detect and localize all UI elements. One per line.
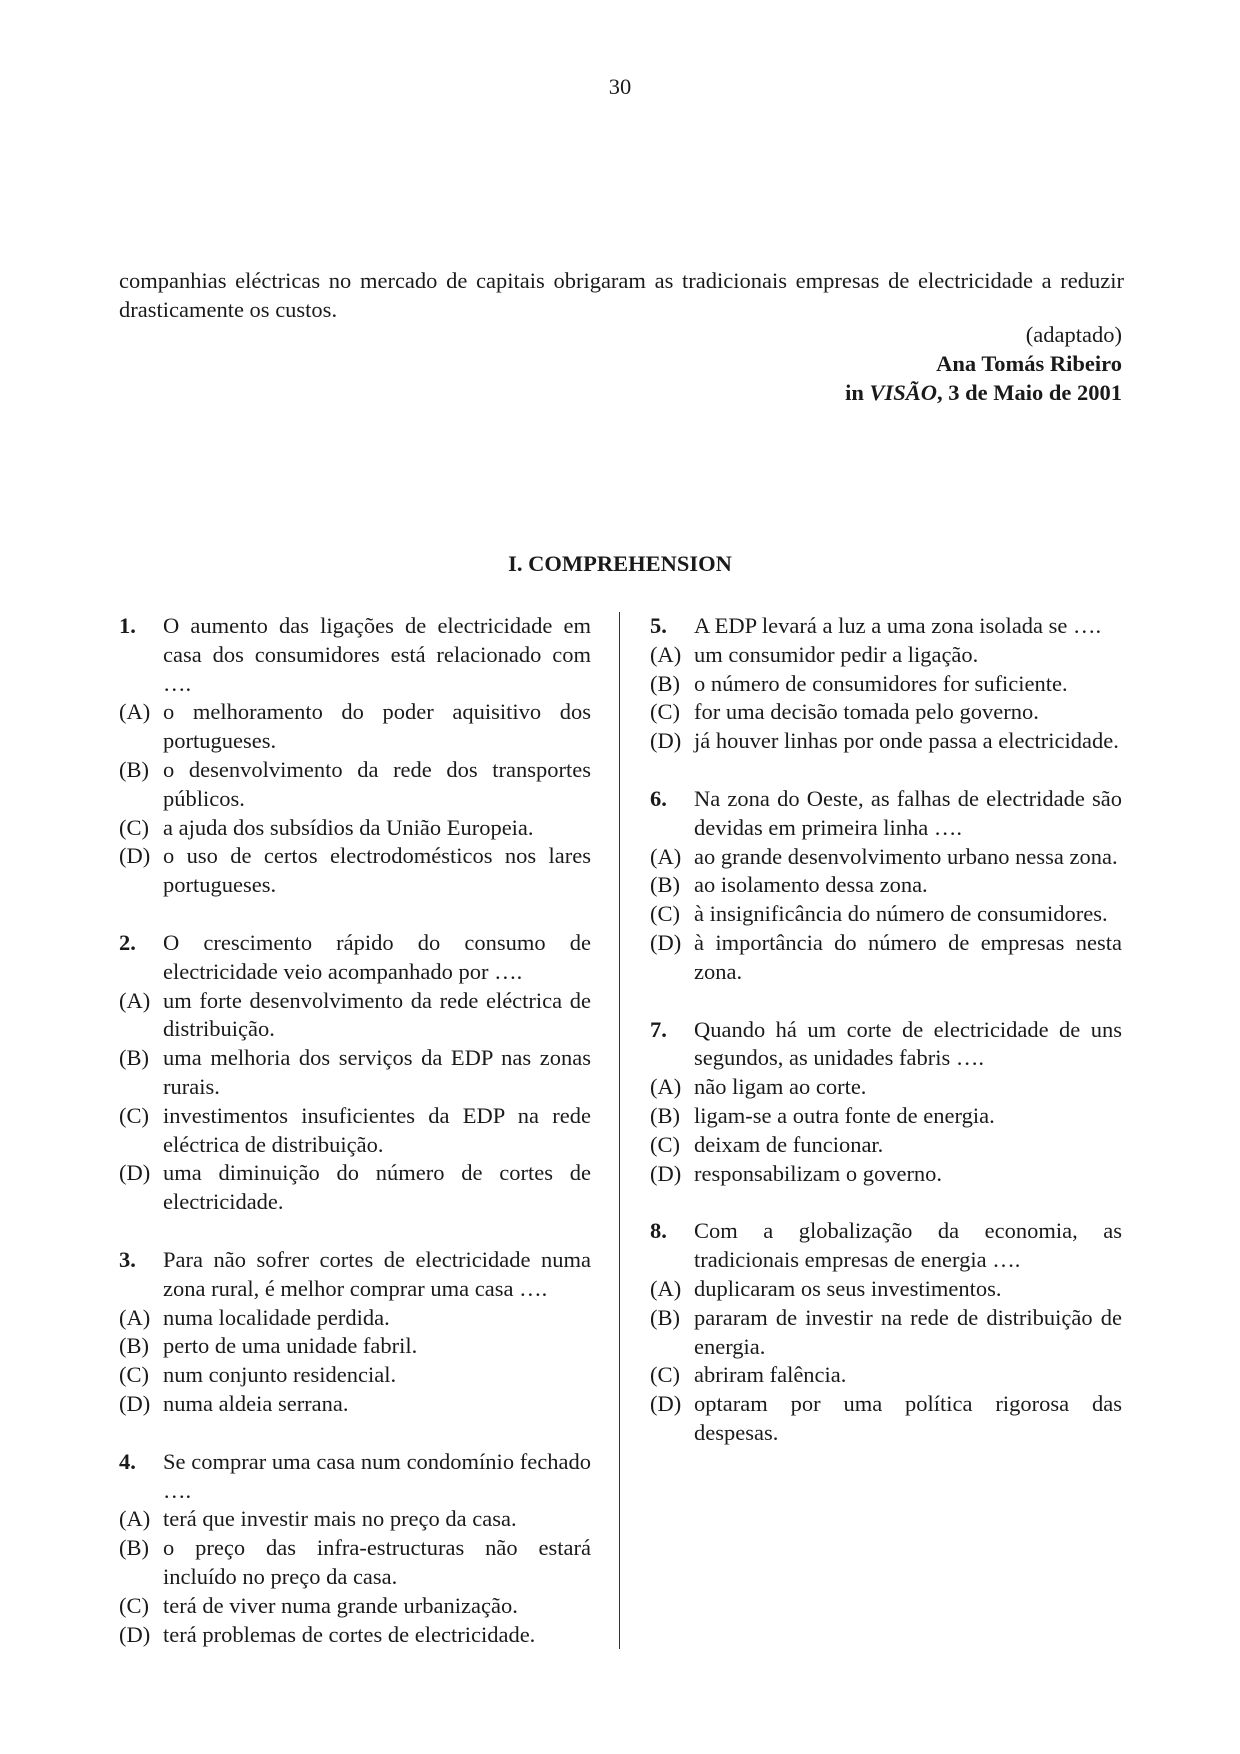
answer-option (650, 1073, 1122, 1102)
answer-option (119, 842, 591, 900)
right-column (650, 612, 1122, 1477)
option-text: pararam de investir na rede de distribuição de energia. (694, 1304, 1122, 1359)
option-label: (D) (650, 929, 682, 955)
answer-option (119, 1505, 591, 1534)
option-text: o número de consumidores for suficiente. (694, 670, 1068, 696)
question-stem (650, 785, 1122, 843)
answer-option (119, 1044, 591, 1102)
question-text: O aumento das ligações de electricidade em casa dos consumidores está relacionado com …. (163, 613, 591, 696)
question-1 (119, 612, 591, 900)
column-divider (619, 612, 620, 1649)
option-text: numa aldeia serrana. (163, 1390, 349, 1416)
option-text: deixam de funcionar. (694, 1131, 884, 1157)
question-text: Com a globalização da economia, as tradicionais empresas de energia …. (694, 1218, 1122, 1273)
answer-option (650, 641, 1122, 670)
source-author: Ana Tomás Ribeiro (936, 350, 1122, 376)
option-label: (C) (119, 1592, 149, 1618)
question-8 (650, 1217, 1122, 1447)
answer-option (650, 670, 1122, 699)
left-column (119, 612, 591, 1678)
option-label: (B) (650, 872, 680, 898)
question-stem (650, 1016, 1122, 1074)
option-label: (B) (119, 1333, 149, 1359)
option-text: uma diminuição do número de cortes de electricidade. (163, 1160, 591, 1215)
source-in-prefix: in (845, 379, 870, 405)
option-text: a ajuda dos subsídios da União Europeia. (163, 814, 534, 840)
option-text: à insignificância do número de consumidores. (694, 901, 1108, 927)
question-stem (119, 929, 591, 987)
question-number: 2. (119, 929, 136, 955)
option-label: (A) (650, 843, 682, 869)
option-label: (D) (650, 1391, 682, 1417)
source-date: , 3 de Maio de 2001 (937, 379, 1122, 405)
answer-option (119, 1592, 591, 1621)
option-text: o preço das infra-estructuras não estará incluído no preço da casa. (163, 1535, 591, 1589)
question-number: 3. (119, 1246, 136, 1272)
option-text: num conjunto residencial. (163, 1362, 397, 1388)
option-text: terá que investir mais no preço da casa. (163, 1506, 517, 1532)
option-text: um consumidor pedir a ligação. (694, 641, 979, 667)
question-stem (119, 612, 591, 698)
question-3 (119, 1246, 591, 1419)
option-text: uma melhoria dos serviços da EDP nas zonas rurais. (163, 1045, 591, 1099)
option-label: (D) (650, 1160, 682, 1186)
question-text: Na zona do Oeste, as falhas de electridade são devidas em primeira linha …. (694, 785, 1122, 840)
source-note: (adaptado) (1025, 322, 1122, 347)
option-label: (B) (119, 1535, 149, 1561)
answer-option (119, 1159, 591, 1217)
answer-option (119, 1332, 591, 1361)
question-number: 6. (650, 785, 667, 811)
intro-paragraph: companhias eléctricas no mercado de capitais obrigaram as tradicionais empresas de electricidade a reduzir drasticamente os custos. (119, 268, 1124, 322)
question-number: 8. (650, 1218, 667, 1244)
option-text: numa localidade perdida. (163, 1304, 390, 1330)
option-text: um forte desenvolvimento da rede eléctrica de distribuição. (163, 987, 591, 1042)
answer-option (650, 1275, 1122, 1304)
option-label: (B) (119, 756, 149, 782)
option-label: (A) (650, 641, 682, 667)
option-text: já houver linhas por onde passa a electricidade. (694, 728, 1119, 754)
answer-option (119, 1621, 591, 1650)
answer-option (119, 1304, 591, 1333)
question-text: A EDP levará a luz a uma zona isolada se …. (694, 613, 1102, 638)
option-label: (C) (119, 814, 149, 840)
option-text: duplicaram os seus investimentos. (694, 1275, 1002, 1301)
option-text: à importância do número de empresas nesta zona. (694, 929, 1122, 984)
option-text: for uma decisão tomada pelo governo. (694, 699, 1039, 725)
option-label: (C) (650, 1131, 680, 1157)
option-label: (C) (119, 1102, 149, 1128)
answer-option (650, 1160, 1122, 1189)
option-text: o desenvolvimento da rede dos transportes públicos. (163, 756, 591, 811)
question-stem (650, 1217, 1122, 1275)
option-label: (B) (119, 1045, 149, 1071)
question-text: Se comprar uma casa num condomínio fechado …. (163, 1448, 591, 1503)
answer-option (650, 1131, 1122, 1160)
option-label: (A) (119, 1304, 151, 1330)
answer-option (119, 698, 591, 756)
option-label: (B) (650, 670, 680, 696)
option-text: ligam-se a outra fonte de energia. (694, 1102, 995, 1128)
answer-option (650, 1304, 1122, 1362)
option-label: (C) (119, 1362, 149, 1388)
answer-option (119, 1102, 591, 1160)
option-label: (B) (650, 1304, 680, 1330)
question-number: 5. (650, 613, 667, 638)
answer-option (650, 1102, 1122, 1131)
option-text: terá problemas de cortes de electricidade. (163, 1621, 536, 1647)
question-text: Para não sofrer cortes de electricidade numa zona rural, é melhor comprar uma casa …. (163, 1246, 591, 1301)
option-text: optaram por uma política rigorosa das despesas. (694, 1391, 1122, 1445)
answer-option (119, 1534, 591, 1592)
option-label: (D) (119, 1390, 151, 1416)
option-label: (D) (119, 1621, 151, 1647)
option-text: ao isolamento dessa zona. (694, 872, 928, 898)
answer-option (119, 987, 591, 1045)
option-label: (C) (650, 699, 680, 725)
question-number: 1. (119, 613, 136, 638)
answer-option (650, 843, 1122, 872)
source-publication-line (845, 379, 1122, 408)
question-stem (119, 1448, 591, 1506)
answer-option (119, 814, 591, 843)
section-title: I. COMPREHENSION (508, 551, 732, 576)
question-number: 4. (119, 1448, 136, 1474)
question-6 (650, 785, 1122, 987)
source-citation (845, 321, 1122, 407)
source-publication: VISÃO (869, 379, 937, 405)
option-label: (B) (650, 1102, 680, 1128)
option-label: (A) (650, 1074, 682, 1100)
option-text: não ligam ao corte. (694, 1074, 867, 1100)
answer-option (650, 1361, 1122, 1390)
option-label: (C) (650, 1362, 680, 1388)
option-text: investimentos insuficientes da EDP na rede eléctrica de distribuição. (163, 1102, 591, 1157)
option-text: ao grande desenvolvimento urbano nessa zona. (694, 843, 1118, 869)
option-label: (C) (650, 901, 680, 927)
answer-option (650, 929, 1122, 987)
question-stem (119, 1246, 591, 1304)
question-5 (650, 612, 1122, 756)
page-number: 30 (608, 74, 632, 99)
option-text: abriram falência. (694, 1362, 847, 1388)
option-label: (D) (650, 728, 682, 754)
question-number: 7. (650, 1016, 667, 1042)
option-label: (A) (650, 1275, 682, 1301)
option-text: terá de viver numa grande urbanização. (163, 1592, 518, 1618)
option-text: perto de uma unidade fabril. (163, 1333, 418, 1359)
answer-option (650, 900, 1122, 929)
option-text: o melhoramento do poder aquisitivo dos portugueses. (163, 699, 591, 754)
option-text: responsabilizam o governo. (694, 1160, 943, 1186)
answer-option (650, 871, 1122, 900)
question-4 (119, 1448, 591, 1650)
option-text: o uso de certos electrodomésticos nos lares portugueses. (163, 843, 591, 898)
question-text: Quando há um corte de electricidade de uns segundos, as unidades fabris …. (694, 1016, 1122, 1071)
question-text: O crescimento rápido do consumo de electricidade veio acompanhado por …. (163, 929, 591, 984)
question-stem (650, 612, 1122, 641)
option-label: (A) (119, 987, 151, 1013)
answer-option (119, 1361, 591, 1390)
option-label: (D) (119, 843, 151, 869)
answer-option (650, 1390, 1122, 1448)
answer-option (119, 756, 591, 814)
question-7 (650, 1016, 1122, 1189)
option-label: (A) (119, 1506, 151, 1532)
option-label: (A) (119, 699, 151, 725)
answer-option (119, 1390, 591, 1419)
question-2 (119, 929, 591, 1217)
option-label: (D) (119, 1160, 151, 1186)
answer-option (650, 698, 1122, 727)
answer-option (650, 727, 1122, 756)
